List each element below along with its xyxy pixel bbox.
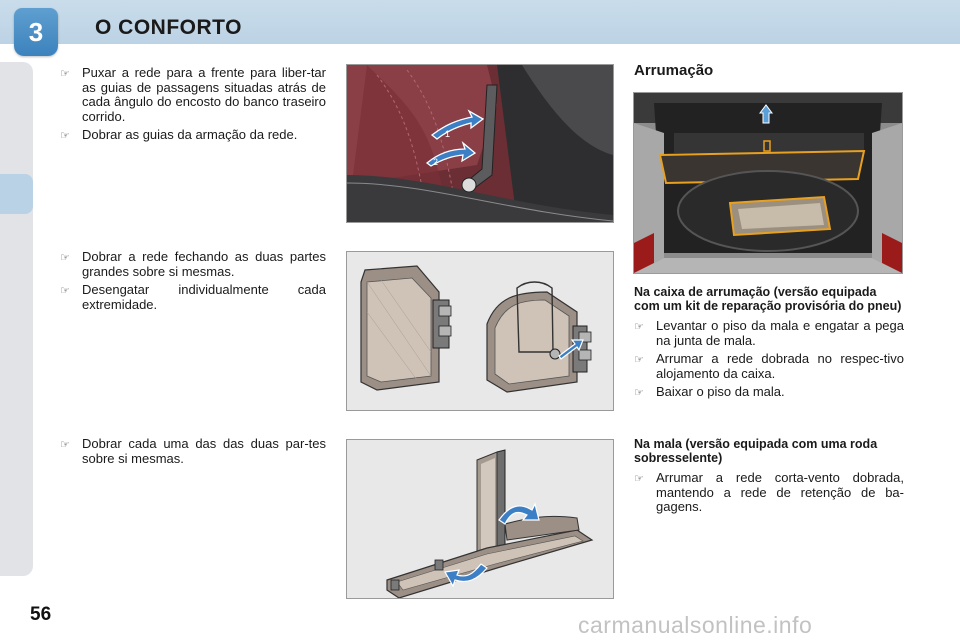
net-part-folding-illustration: [346, 439, 614, 599]
pointing-hand-icon: ☞: [60, 67, 70, 80]
arrow-label-2: 2: [433, 157, 439, 167]
page-title: O CONFORTO: [95, 16, 242, 39]
pointing-hand-icon: ☞: [60, 251, 70, 264]
list-item: ☞ Puxar a rede para a frente para liber-tar as guias de passagens situadas atrás de cada ângulo do encosto do banco traseiro corrido.: [60, 65, 326, 124]
pointing-hand-icon: ☞: [60, 438, 70, 451]
instructions-group-3: [60, 437, 326, 470]
pointing-hand-icon: ☞: [634, 353, 644, 366]
net-folding-illustration: [346, 251, 614, 411]
pointing-hand-icon: ☞: [60, 284, 70, 297]
list-item: ☞ Dobrar as guias da armação da rede.: [60, 127, 298, 142]
page-number: 56: [30, 604, 52, 625]
rear-seat-net-guide-illustration: [346, 64, 614, 223]
list-item: ☞ Levantar o piso da mala e engatar a pega na junta de mala.: [634, 318, 904, 348]
list-item: ☞ Arrumar a rede dobrada no respec-tivo alojamento da caixa.: [634, 351, 904, 381]
spare-wheel-instructions: [634, 437, 904, 519]
list-item: ☞ Desengatar individualmente cada extremidade.: [60, 282, 326, 312]
sidebar-chapter-tab[interactable]: [0, 174, 33, 214]
instructions-group-1: [60, 66, 326, 147]
arrow-label-1: 1: [445, 129, 451, 139]
pointing-hand-icon: ☞: [634, 320, 644, 333]
pointing-hand-icon: ☞: [634, 386, 644, 399]
list-item: ☞ Baixar o piso da mala.: [634, 384, 785, 399]
watermark: carmanualsonline.info: [578, 612, 813, 638]
subsection-heading-storage-box: Na caixa de arrumação (versão equipada com um kit de reparação provisória do pneu): [634, 285, 902, 313]
list-item: ☞ Dobrar a rede fechando as duas partes grandes sobre si mesmas.: [60, 249, 326, 279]
chapter-number-badge: 3: [14, 8, 58, 56]
sidebar: [0, 62, 33, 576]
pointing-hand-icon: ☞: [634, 472, 644, 485]
instructions-group-2: [60, 250, 326, 316]
section-title-arrumacao: Arrumação: [634, 62, 714, 79]
storage-box-instructions: [634, 285, 904, 404]
trunk-storage-photo: [633, 92, 903, 274]
subsection-heading-spare-wheel: Na mala (versão equipada com uma roda sobresselente): [634, 437, 878, 465]
list-item: ☞ Arrumar a rede corta-vento dobrada, mantendo a rede de retenção de ba-gagens.: [634, 470, 904, 514]
list-item: ☞ Dobrar cada uma das das duas par-tes sobre si mesmas.: [60, 436, 326, 466]
pointing-hand-icon: ☞: [60, 129, 70, 142]
